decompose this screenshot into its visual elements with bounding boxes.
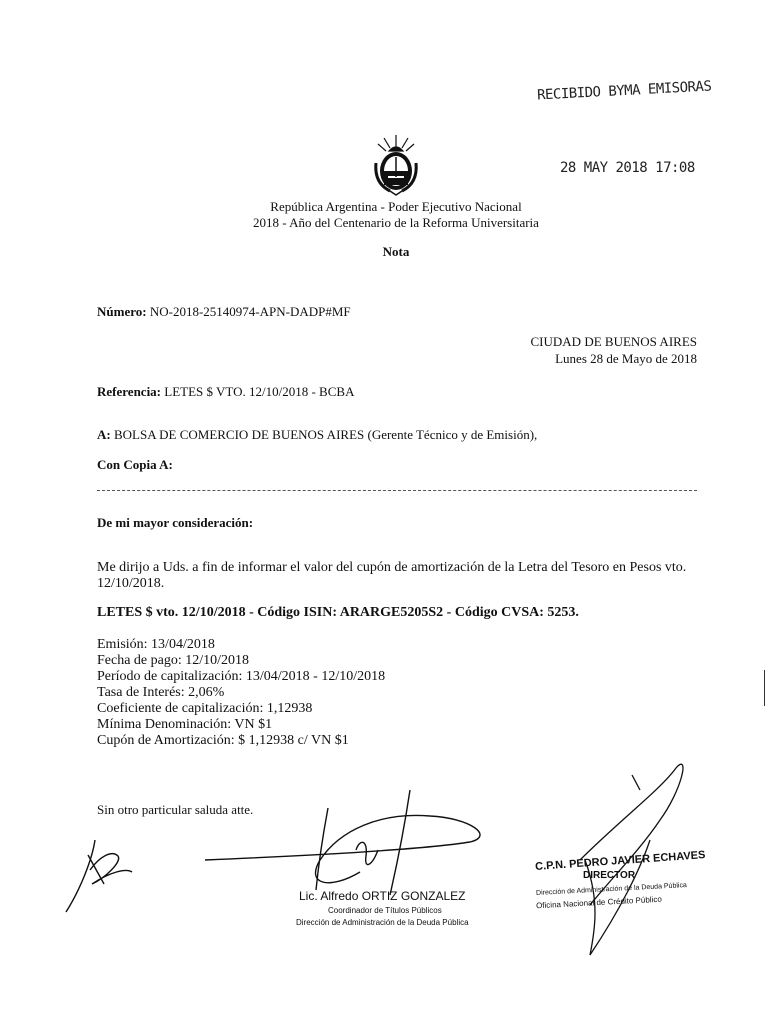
document-type: Nota <box>382 244 410 259</box>
signer1-role: Coordinador de Títulos Públicos <box>328 906 442 915</box>
detail-tasa: Tasa de Interés: 2,06% <box>97 685 225 700</box>
detail-coeficiente: Coeficiente de capitalización: 1,12938 <box>97 701 313 716</box>
scan-mark <box>764 670 765 706</box>
destinatario-line <box>97 427 537 443</box>
signer2-role: DIRECTOR <box>583 870 636 881</box>
signer1-name: Lic. Alfredo ORTIZ GONZALEZ <box>299 889 466 903</box>
received-datetime: 28 MAY 2018 17:08 <box>560 160 695 176</box>
body-paragraph-line-1: Me dirijo a Uds. a fin de informar el valor del cupón de amortización de la Letra del Tesoro en Pesos vto. <box>97 560 687 575</box>
body-paragraph-line-2: 12/10/2018. <box>97 576 165 591</box>
detail-periodo: Período de capitalización: 13/04/2018 - 12/10/2018 <box>97 669 386 684</box>
detail-cupon: Cupón de Amortización: $ 1,12938 c/ VN $1 <box>97 733 349 748</box>
detail-minima-denominacion: Mínima Denominación: VN $1 <box>97 717 273 732</box>
copia-label: Con Copia A: <box>97 457 173 472</box>
header-line-2: 2018 - Año del Centenario de la Reforma Universitaria <box>253 215 539 230</box>
closing: Sin otro particular saluda atte. <box>97 802 254 817</box>
letes-heading: LETES $ vto. 12/10/2018 - Código ISIN: ARARGE5205S2 - Código CVSA: 5253. <box>97 605 579 620</box>
header-line-1: República Argentina - Poder Ejecutivo Nacional <box>270 199 522 214</box>
coat-of-arms-logo <box>370 133 422 197</box>
city: CIUDAD DE BUENOS AIRES <box>530 334 697 349</box>
numero-value: NO-2018-25140974-APN-DADP#MF <box>149 304 351 319</box>
detail-emision: Emisión: 13/04/2018 <box>97 637 215 652</box>
numero-line <box>97 304 351 320</box>
referencia-value: LETES $ VTO. 12/10/2018 - BCBA <box>164 384 355 399</box>
details-list <box>97 637 385 749</box>
signer2-name: C.P.N. PEDRO JAVIER ECHAVES <box>534 849 706 873</box>
divider <box>97 490 697 491</box>
detail-fecha-pago: Fecha de pago: 12/10/2018 <box>97 653 250 668</box>
received-stamp: RECIBIDO BYMA EMISORAS <box>536 78 712 104</box>
salutation: De mi mayor consideración: <box>97 515 254 530</box>
destinatario-value: BOLSA DE COMERCIO DE BUENOS AIRES (Gerente Técnico y de Emisión), <box>113 427 538 442</box>
referencia-line <box>97 384 354 400</box>
referencia-label: Referencia: <box>97 384 162 399</box>
destinatario-label: A: <box>97 427 111 442</box>
signer2-office: Dirección de Administración de la Deuda Pública <box>535 882 688 897</box>
signer1-office: Dirección de Administración de la Deuda Pública <box>296 918 469 927</box>
date: Lunes 28 de Mayo de 2018 <box>555 351 697 366</box>
signer2-office2: Oficina Nacional de Crédito Público <box>535 894 662 911</box>
numero-label: Número: <box>97 304 147 319</box>
